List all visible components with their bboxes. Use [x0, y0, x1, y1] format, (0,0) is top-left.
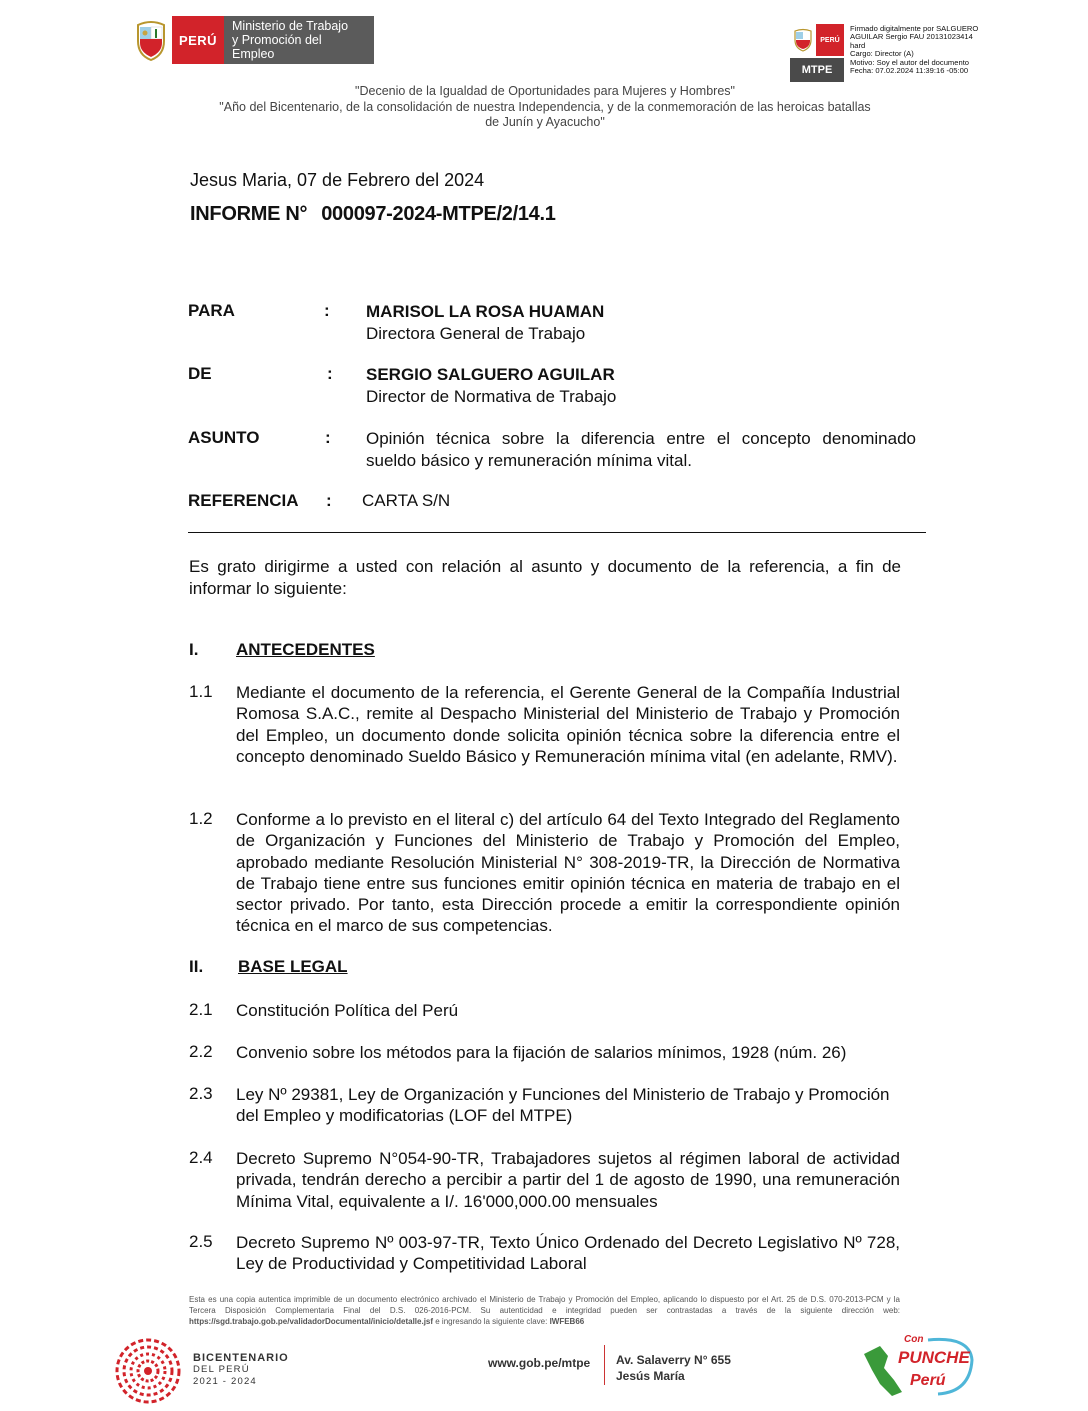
slogan-line-1: "Decenio de la Igualdad de Oportunidades para Mujeres y Hombres": [355, 84, 735, 98]
para-name: MARISOL LA ROSA HUAMAN: [366, 302, 605, 321]
item-number: 2.2: [189, 1042, 213, 1061]
signature-peru-label: PERÚ: [816, 24, 844, 56]
item-text: Decreto Supremo N°054-90-TR, Trabajadores sujetos al régimen laboral de actividad privada, tendrán derecho a percibir a partir del 1 de agosto de 1990, una remuneración Mínima Vital, equivalente a I/. 16'000,000.00 mensuales: [236, 1149, 900, 1211]
address: [616, 1352, 731, 1384]
note-text: e ingresando la siguiente clave:: [433, 1317, 550, 1326]
bicentenario-text: [193, 1352, 289, 1388]
referencia-value: CARTA S/N: [362, 491, 451, 510]
asunto-value: [366, 428, 916, 471]
item-number: 2.3: [189, 1084, 213, 1103]
divider: [188, 532, 926, 533]
section-title-base-legal: BASE LEGAL: [238, 957, 348, 976]
item-number: 1.2: [189, 809, 213, 828]
referencia-label: REFERENCIA: [188, 491, 299, 510]
field-colon: :: [327, 364, 333, 383]
address-line-2: Jesús María: [616, 1369, 685, 1383]
item-text: Conforme a lo previsto en el literal c) del artículo 64 del Texto Integrado del Reglamento de Organización y Funciones del Ministerio de Trabajo y Promoción del Empleo, aprobado mediante Resolución Ministerial N° 308-2019-TR, la Dirección de Normativa de Trabajo tiene entre sus funciones emitir opinión técnica en materia de trabajo en el sector privado. Por tanto, esta Dirección procede a emitir la correspondiente opinión técnica en el marco de sus competencias.: [236, 810, 900, 936]
ministry-logo: [130, 16, 374, 64]
authenticity-note: [189, 1294, 900, 1327]
ministry-line-1: Ministerio de Trabajo: [232, 19, 349, 33]
item-text: Convenio sobre los métodos para la fijación de salarios mínimos, 1928 (núm. 26): [236, 1043, 847, 1062]
bicentenario-logo-icon: [113, 1336, 183, 1406]
intro-line-2: informar lo siguiente:: [189, 578, 347, 598]
informe-number: 000097-2024-MTPE/2/14.1: [321, 203, 556, 225]
signature-line: AGUILAR Sergio FAU 20131023414: [850, 32, 973, 42]
item-number: 1.1: [189, 682, 213, 701]
digital-signature-text: [850, 25, 1010, 75]
asunto-label: ASUNTO: [188, 428, 260, 447]
para-role: Directora General de Trabajo: [366, 323, 586, 343]
signature-line: Cargo: Director (A): [850, 49, 914, 59]
field-colon: :: [326, 491, 332, 510]
intro-paragraph: [189, 556, 901, 599]
mtpe-label: MTPE: [790, 58, 844, 82]
de-role: Director de Normativa de Trabajo: [366, 386, 617, 406]
slogan-line-3: de Junín y Ayacucho": [485, 115, 605, 129]
note-text: Esta es una copia autentica imprimible de un documento electrónico archivado el Ministerio de Trabajo y Promoción del Empleo, aplicando lo dispuesto por el Art. 25 de D.S. 070-2013-PCM y la Tercera Disposición Complementaria Final del D.S. 026-2016-PCM. Su autenticidad e integridad pueden ser contrastadas a través de la siguiente dirección web:: [189, 1295, 900, 1315]
asunto-line-1: Opinión técnica sobre la diferencia entre el concepto denominado: [366, 429, 916, 448]
asunto-line-2: sueldo básico y remuneración mínima vital.: [366, 450, 692, 470]
coat-of-arms-icon: [130, 16, 172, 64]
section-title-antecedentes: ANTECEDENTES: [236, 640, 375, 659]
item-text: Decreto Supremo Nº 003-97-TR, Texto Único Ordenado del Decreto Legislativo Nº 728, Ley de Productividad y Competitividad Laboral: [236, 1233, 900, 1274]
signature-logo: [790, 24, 844, 82]
bicentenario-line-3: 2021 - 2024: [193, 1376, 257, 1387]
puche-con: Con: [904, 1334, 924, 1345]
signature-line: Firmado digitalmente por SALGUERO: [850, 24, 979, 33]
de-name: SERGIO SALGUERO AGUILAR: [366, 365, 615, 384]
con-punche-peru-logo: [858, 1334, 978, 1400]
ministry-line-2: y Promoción del Empleo: [232, 33, 322, 61]
signature-line: Motivo: Soy el autor del documento: [850, 57, 970, 67]
coat-of-arms-icon: [790, 24, 816, 56]
informe-label: INFORME N°: [190, 203, 308, 225]
bicentenario-line-2: DEL PERÚ: [193, 1364, 250, 1375]
item-text: Ley Nº 29381, Ley de Organización y Funciones del Ministerio de Trabajo y Promoción del Empleo y modificatorias (LOF del MTPE): [236, 1085, 890, 1126]
para-value: [366, 301, 916, 344]
field-colon: :: [324, 301, 330, 320]
puche-peru: Perú: [910, 1372, 946, 1389]
item-text: Mediante el documento de la referencia, el Gerente General de la Compañía Industrial Romosa S.A.C., remite al Despacho Ministerial del Ministerio de Trabajo y Promoción del Empleo, un documento donde solicita opinión técnica sobre la diferencia entre el concepto denominado Sueldo Básico y Remuneración mínima vital (en adelante, RMV).: [236, 683, 900, 766]
intro-line-1: Es grato dirigirme a usted con relación al asunto y documento de la referencia, a fin de: [189, 557, 901, 576]
de-value: [366, 364, 916, 407]
para-label: PARA: [188, 301, 235, 320]
de-label: DE: [188, 364, 212, 383]
informe-title: [190, 203, 556, 226]
signature-line: hard: [850, 40, 866, 50]
section-number: I.: [189, 640, 199, 659]
website-link[interactable]: www.gob.pe/mtpe: [488, 1356, 591, 1370]
address-line-1: Av. Salaverry N° 655: [616, 1353, 731, 1367]
field-colon: :: [325, 428, 331, 447]
validation-url[interactable]: https://sgd.trabajo.gob.pe/validadorDocumental/inicio/detalle.jsf: [189, 1317, 434, 1326]
bicentenario-line-1: BICENTENARIO: [193, 1352, 289, 1364]
item-number: 2.4: [189, 1148, 213, 1167]
footer-divider: [604, 1345, 605, 1385]
item-number: 2.1: [189, 1000, 213, 1019]
validation-key: IWFEB66: [549, 1317, 585, 1326]
puche-word: PUNCHE: [898, 1348, 970, 1367]
peru-label: PERÚ: [172, 16, 224, 64]
slogan-line-2: "Año del Bicentenario, de la consolidación de nuestra Independencia, y de la conmemoración de las heroicas batallas: [219, 100, 871, 114]
item-number: 2.5: [189, 1232, 213, 1251]
ministry-name: [224, 16, 374, 64]
item-text: Constitución Política del Perú: [236, 1001, 459, 1020]
section-number: II.: [189, 957, 204, 976]
document-date: Jesus Maria, 07 de Febrero del 2024: [190, 170, 485, 190]
signature-line: Fecha: 07.02.2024 11:39:16 -05:00: [850, 66, 969, 76]
